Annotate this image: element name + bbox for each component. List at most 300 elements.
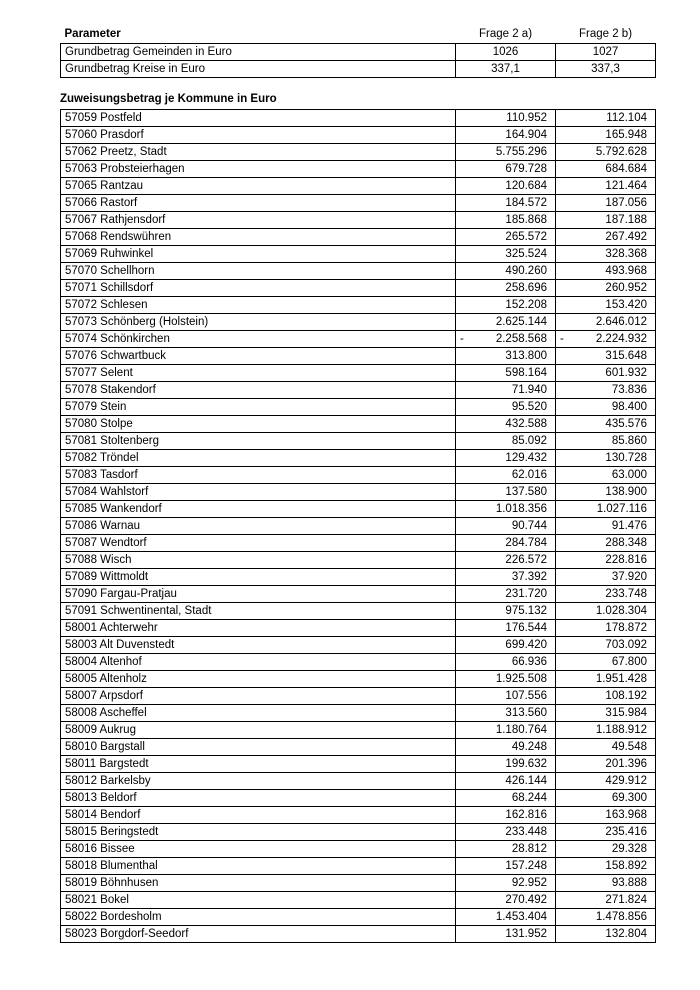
frage-2a-value-cell: [456, 110, 556, 127]
value-text: 37.392: [511, 571, 547, 583]
value-text: 435.576: [605, 418, 647, 430]
frage-2a-value-cell: [456, 144, 556, 161]
value-text: 313.800: [505, 350, 547, 362]
negative-sign: -: [560, 333, 564, 345]
frage-2b-value-cell: [556, 688, 656, 705]
kommune-name-cell: 58010 Bargstall: [61, 739, 456, 756]
value-text: 108.192: [605, 690, 647, 702]
value-text: 233.448: [505, 826, 547, 838]
kommune-name-cell: 58021 Bokel: [61, 892, 456, 909]
frage-2b-value-cell: [556, 416, 656, 433]
frage-2a-value-cell: [456, 722, 556, 739]
table-row: [61, 280, 656, 297]
value-text: 49.248: [511, 741, 547, 753]
value-text: 598.164: [505, 367, 547, 379]
table-row: [61, 348, 656, 365]
kommune-name-cell: 57065 Rantzau: [61, 178, 456, 195]
kommune-name-cell: 58003 Alt Duvenstedt: [61, 637, 456, 654]
value-text: 67.800: [611, 656, 647, 668]
kommune-name-cell: 58022 Bordesholm: [61, 909, 456, 926]
value-text: 129.432: [505, 452, 547, 464]
value-text: 2.646.012: [595, 316, 647, 328]
table-row: [61, 195, 656, 212]
table-row: [61, 229, 656, 246]
value-text: 131.952: [505, 928, 547, 940]
frage-2b-header: Frage 2 b): [578, 28, 633, 40]
kommune-name-cell: 58008 Ascheffel: [61, 705, 456, 722]
value-text: 199.632: [505, 758, 547, 770]
frage-2b-value-cell: [556, 467, 656, 484]
table-row: [61, 637, 656, 654]
frage-2b-value-cell: [556, 739, 656, 756]
table-row: [61, 314, 656, 331]
value-text: 1.188.912: [595, 724, 647, 736]
table-row: [61, 875, 656, 892]
kommune-name-cell: 57078 Stakendorf: [61, 382, 456, 399]
frage-2a-value-cell: [456, 790, 556, 807]
kommune-name-cell: 57072 Schlesen: [61, 297, 456, 314]
table-row: [61, 773, 656, 790]
table-row: [61, 552, 656, 569]
frage-2b-value-cell: [556, 127, 656, 144]
kommune-name-cell: 57087 Wendtorf: [61, 535, 456, 552]
value-text: 121.464: [605, 180, 647, 192]
frage-2b-value-cell: [556, 314, 656, 331]
frage-2a-value-cell: [456, 297, 556, 314]
frage-2b-value-cell: [556, 858, 656, 875]
frage-2b-value-cell: [556, 433, 656, 450]
value-text: 110.952: [506, 112, 547, 124]
table-row: [61, 926, 656, 943]
value-text: 325.524: [505, 248, 547, 260]
table-row: [61, 603, 656, 620]
value-text: 201.396: [605, 758, 647, 770]
frage-2a-value-cell: [456, 892, 556, 909]
frage-2a-value-cell: [456, 773, 556, 790]
table-row: [61, 501, 656, 518]
kommune-name-cell: 57076 Schwartbuck: [61, 348, 456, 365]
value-text: 5.755.296: [495, 146, 547, 158]
frage-2b-value-cell: 1027: [556, 44, 656, 61]
kommune-name-cell: 58019 Böhnhusen: [61, 875, 456, 892]
value-text: 231.720: [505, 588, 547, 600]
table-row: [61, 416, 656, 433]
kommune-table-body: [61, 110, 656, 943]
value-text: 1.180.764: [495, 724, 547, 736]
frage-2a-header: Frage 2 a): [478, 28, 533, 40]
value-text: 68.244: [511, 792, 547, 804]
table-row: [61, 654, 656, 671]
frage-2b-value-cell: [556, 637, 656, 654]
frage-2a-value-cell: [456, 501, 556, 518]
table-row: [61, 688, 656, 705]
value-text: 271.824: [605, 894, 647, 906]
kommune-name-cell: 57090 Fargau-Pratjau: [61, 586, 456, 603]
frage-2b-value-cell: [556, 586, 656, 603]
kommune-name-cell: 57062 Preetz, Stadt: [61, 144, 456, 161]
value-text: 120.684: [505, 180, 547, 192]
frage-2b-value-cell: [556, 654, 656, 671]
frage-2b-value-cell: [556, 229, 656, 246]
frage-2a-value-cell: 337,1: [456, 61, 556, 78]
frage-2b-value-cell: [556, 365, 656, 382]
value-text: 490.260: [505, 265, 547, 277]
frage-2a-value-cell: [456, 263, 556, 280]
frage-2b-value-cell: [556, 348, 656, 365]
frage-2a-value-cell: [456, 586, 556, 603]
frage-2b-value-cell: [556, 399, 656, 416]
value-text: 1.453.404: [495, 911, 547, 923]
frage-2b-value-cell: [556, 297, 656, 314]
table-row: [61, 892, 656, 909]
parameter-header-label: Parameter: [64, 28, 121, 40]
value-text: 28.812: [511, 843, 547, 855]
frage-2b-value-cell: [556, 790, 656, 807]
frage-2b-value-cell: [556, 518, 656, 535]
value-text: 130.728: [605, 452, 647, 464]
table-row: [61, 620, 656, 637]
table-row: [61, 297, 656, 314]
kommune-name-cell: 58012 Barkelsby: [61, 773, 456, 790]
value-text: 69.300: [611, 792, 647, 804]
frage-2a-value-cell: [456, 229, 556, 246]
frage-2a-value-cell: [456, 909, 556, 926]
section-title: Zuweisungsbetrag je Kommune in Euro: [60, 93, 277, 105]
frage-2b-value-cell: [556, 331, 656, 348]
parameter-table: [60, 26, 656, 78]
table-row: [61, 518, 656, 535]
kommune-name-cell: 58004 Altenhof: [61, 654, 456, 671]
kommune-name-cell: 58009 Aukrug: [61, 722, 456, 739]
frage-2a-value-cell: [456, 637, 556, 654]
frage-2b-value-cell: [556, 144, 656, 161]
frage-2a-value-cell: [456, 246, 556, 263]
frage-2b-value-cell: [556, 161, 656, 178]
table-row: [61, 858, 656, 875]
value-text: 187.188: [605, 214, 647, 226]
value-text: 85.860: [611, 435, 647, 447]
frage-2b-value-cell: [556, 535, 656, 552]
table-row: [61, 246, 656, 263]
frage-2a-value-cell: [456, 178, 556, 195]
kommune-name-cell: 57066 Rastorf: [61, 195, 456, 212]
frage-2a-value-cell: [456, 858, 556, 875]
kommune-name-cell: 57086 Warnau: [61, 518, 456, 535]
value-text: 1.925.508: [495, 673, 547, 685]
value-text: 176.544: [505, 622, 547, 634]
kommune-name-cell: 57083 Tasdorf: [61, 467, 456, 484]
value-text: 1.951.428: [595, 673, 647, 685]
frage-2a-value-cell: [456, 926, 556, 943]
value-text: 49.548: [611, 741, 647, 753]
frage-2a-value-cell: [456, 654, 556, 671]
value-text: 37.920: [611, 571, 647, 583]
kommune-name-cell: 57060 Prasdorf: [61, 127, 456, 144]
table-row: [61, 484, 656, 501]
value-text: 91.476: [611, 520, 647, 532]
value-text: 187.056: [605, 197, 647, 209]
value-text: 2.258.568: [495, 333, 547, 345]
kommune-name-cell: 57079 Stein: [61, 399, 456, 416]
value-text: 228.816: [605, 554, 647, 566]
kommune-name-cell: 58005 Altenholz: [61, 671, 456, 688]
frage-2a-value-cell: [456, 365, 556, 382]
value-text: 601.932: [605, 367, 647, 379]
value-text: 73.836: [611, 384, 647, 396]
frage-2a-value-cell: [456, 807, 556, 824]
frage-2a-value-cell: [456, 161, 556, 178]
value-text: 699.420: [505, 639, 547, 651]
value-text: 315.648: [605, 350, 647, 362]
value-text: 165.948: [605, 129, 647, 141]
frage-2b-value-cell: [556, 501, 656, 518]
kommune-name-cell: 57085 Wankendorf: [61, 501, 456, 518]
value-text: 163.968: [605, 809, 647, 821]
value-text: 1.478.856: [595, 911, 647, 923]
parameter-header-row: [61, 26, 656, 44]
table-row: [61, 586, 656, 603]
frage-2b-value-cell: [556, 603, 656, 620]
frage-2a-value-cell: [456, 450, 556, 467]
frage-2a-value-cell: [456, 467, 556, 484]
value-text: 107.556: [505, 690, 547, 702]
frage-2b-value-cell: [556, 722, 656, 739]
kommune-name-cell: 58011 Bargstedt: [61, 756, 456, 773]
frage-2b-value-cell: [556, 110, 656, 127]
frage-2a-value-cell: [456, 535, 556, 552]
kommune-name-cell: 58013 Beldorf: [61, 790, 456, 807]
frage-2b-value-cell: [556, 671, 656, 688]
value-text: 233.748: [605, 588, 647, 600]
kommune-name-cell: 57084 Wahlstorf: [61, 484, 456, 501]
frage-2a-value-cell: [456, 348, 556, 365]
kommune-name-cell: 57067 Rathjensdorf: [61, 212, 456, 229]
frage-2a-value-cell: [456, 280, 556, 297]
table-row: [61, 365, 656, 382]
value-text: 258.696: [505, 282, 547, 294]
value-text: 226.572: [505, 554, 547, 566]
table-row: [61, 756, 656, 773]
table-row: [61, 127, 656, 144]
kommune-name-cell: 57068 Rendswühren: [61, 229, 456, 246]
value-text: 235.416: [605, 826, 647, 838]
kommune-name-cell: 57081 Stoltenberg: [61, 433, 456, 450]
value-text: 313.560: [505, 707, 547, 719]
value-text: 93.888: [611, 877, 647, 889]
kommune-table: [60, 109, 656, 943]
value-text: 288.348: [605, 537, 647, 549]
kommune-name-cell: 58018 Blumenthal: [61, 858, 456, 875]
table-row: [61, 382, 656, 399]
table-row: [61, 144, 656, 161]
value-text: 162.816: [505, 809, 547, 821]
value-text: 132.804: [605, 928, 647, 940]
table-row: [61, 61, 656, 78]
table-row: [61, 569, 656, 586]
value-text: 90.744: [511, 520, 547, 532]
value-text: 2.224.932: [595, 333, 647, 345]
frage-2b-value-cell: [556, 892, 656, 909]
value-text: 679.728: [505, 163, 547, 175]
frage-2b-value-cell: [556, 382, 656, 399]
frage-2a-value-cell: [456, 824, 556, 841]
value-text: 71.940: [511, 384, 547, 396]
frage-2a-value-cell: [456, 127, 556, 144]
value-text: 703.092: [605, 639, 647, 651]
parameter-name-cell: Grundbetrag Gemeinden in Euro: [61, 44, 456, 61]
table-row: [61, 161, 656, 178]
value-text: 138.900: [605, 486, 647, 498]
frage-2a-value-cell: [456, 416, 556, 433]
frage-2b-value-cell: [556, 450, 656, 467]
frage-2b-value-cell: [556, 280, 656, 297]
value-text: 185.868: [505, 214, 547, 226]
frage-2b-value-cell: [556, 484, 656, 501]
table-row: [61, 790, 656, 807]
value-text: 1.018.356: [495, 503, 547, 515]
value-text: 66.936: [511, 656, 547, 668]
table-row: [61, 722, 656, 739]
value-text: 152.208: [505, 299, 547, 311]
kommune-name-cell: 58007 Arpsdorf: [61, 688, 456, 705]
kommune-name-cell: 58014 Bendorf: [61, 807, 456, 824]
frage-2a-value-cell: [456, 314, 556, 331]
value-text: 284.784: [505, 537, 547, 549]
value-text: 1.028.304: [595, 605, 647, 617]
value-text: 493.968: [605, 265, 647, 277]
negative-sign: -: [460, 333, 464, 345]
table-row: [61, 739, 656, 756]
value-text: 184.572: [505, 197, 547, 209]
frage-2b-value-cell: [556, 926, 656, 943]
kommune-name-cell: 57059 Postfeld: [61, 110, 456, 127]
frage-2b-value-cell: [556, 246, 656, 263]
value-text: 426.144: [505, 775, 547, 787]
frage-2a-value-cell: [456, 739, 556, 756]
kommune-name-cell: 57088 Wisch: [61, 552, 456, 569]
value-text: 328.368: [605, 248, 647, 260]
table-row: [61, 807, 656, 824]
value-text: 1.027.116: [596, 503, 647, 515]
table-row: [61, 705, 656, 722]
table-row: [61, 263, 656, 280]
value-text: 98.400: [611, 401, 647, 413]
value-text: 85.092: [511, 435, 547, 447]
frage-2b-value-cell: [556, 212, 656, 229]
kommune-name-cell: 58015 Beringstedt: [61, 824, 456, 841]
kommune-name-cell: 58001 Achterwehr: [61, 620, 456, 637]
kommune-name-cell: 58016 Bissee: [61, 841, 456, 858]
frage-2a-value-cell: [456, 671, 556, 688]
value-text: 975.132: [505, 605, 547, 617]
frage-2a-value-cell: [456, 552, 556, 569]
frage-2b-value-cell: [556, 705, 656, 722]
frage-2a-value-cell: [456, 382, 556, 399]
value-text: 158.892: [605, 860, 647, 872]
value-text: 260.952: [605, 282, 647, 294]
table-row: [61, 331, 656, 348]
frage-2a-value-cell: [456, 875, 556, 892]
frage-2b-value-cell: [556, 756, 656, 773]
frage-2a-value-cell: [456, 603, 556, 620]
value-text: 432.588: [505, 418, 547, 430]
value-text: 684.684: [605, 163, 647, 175]
table-row: [61, 909, 656, 926]
frage-2b-value-cell: [556, 909, 656, 926]
frage-2b-value-cell: [556, 263, 656, 280]
value-text: 178.872: [605, 622, 647, 634]
frage-2a-value-cell: 1026: [456, 44, 556, 61]
table-row: [61, 535, 656, 552]
value-text: 29.328: [611, 843, 647, 855]
value-text: 265.572: [505, 231, 547, 243]
value-text: 157.248: [505, 860, 547, 872]
frage-2b-value-cell: [556, 807, 656, 824]
value-text: 5.792.628: [595, 146, 647, 158]
kommune-name-cell: 57077 Selent: [61, 365, 456, 382]
kommune-name-cell: 57091 Schwentinental, Stadt: [61, 603, 456, 620]
kommune-name-cell: 57082 Tröndel: [61, 450, 456, 467]
frage-2a-value-cell: [456, 756, 556, 773]
table-row: [61, 671, 656, 688]
value-text: 270.492: [505, 894, 547, 906]
frage-2a-value-cell: [456, 705, 556, 722]
kommune-name-cell: 57073 Schönberg (Holstein): [61, 314, 456, 331]
parameter-name-cell: Grundbetrag Kreise in Euro: [61, 61, 456, 78]
frage-2a-value-cell: [456, 518, 556, 535]
frage-2b-value-cell: [556, 569, 656, 586]
value-text: 2.625.144: [495, 316, 547, 328]
frage-2b-value-cell: [556, 552, 656, 569]
table-row: [61, 44, 656, 61]
frage-2b-value-cell: [556, 195, 656, 212]
value-text: 62.016: [511, 469, 547, 481]
value-text: 164.904: [505, 129, 547, 141]
frage-2a-value-cell: [456, 841, 556, 858]
kommune-name-cell: 57070 Schellhorn: [61, 263, 456, 280]
value-text: 137.580: [505, 486, 547, 498]
frage-2b-value-cell: [556, 875, 656, 892]
frage-2b-value-cell: [556, 841, 656, 858]
table-row: [61, 824, 656, 841]
table-row: [61, 110, 656, 127]
value-text: 267.492: [605, 231, 647, 243]
frage-2a-value-cell: [456, 484, 556, 501]
value-text: 429.912: [605, 775, 647, 787]
table-row: [61, 212, 656, 229]
kommune-name-cell: 57069 Ruhwinkel: [61, 246, 456, 263]
frage-2b-value-cell: [556, 178, 656, 195]
frage-2a-value-cell: [456, 331, 556, 348]
value-text: 63.000: [611, 469, 647, 481]
frage-2a-value-cell: [456, 399, 556, 416]
value-text: 153.420: [605, 299, 647, 311]
kommune-name-cell: 58023 Borgdorf-Seedorf: [61, 926, 456, 943]
frage-2a-value-cell: [456, 620, 556, 637]
value-text: 92.952: [511, 877, 547, 889]
frage-2b-value-cell: [556, 773, 656, 790]
kommune-name-cell: 57089 Wittmoldt: [61, 569, 456, 586]
frage-2a-value-cell: [456, 195, 556, 212]
frage-2b-value-cell: [556, 824, 656, 841]
frage-2b-value-cell: [556, 620, 656, 637]
frage-2a-value-cell: [456, 569, 556, 586]
kommune-name-cell: 57080 Stolpe: [61, 416, 456, 433]
table-row: [61, 467, 656, 484]
frage-2b-value-cell: 337,3: [556, 61, 656, 78]
table-row: [61, 841, 656, 858]
table-row: [61, 178, 656, 195]
